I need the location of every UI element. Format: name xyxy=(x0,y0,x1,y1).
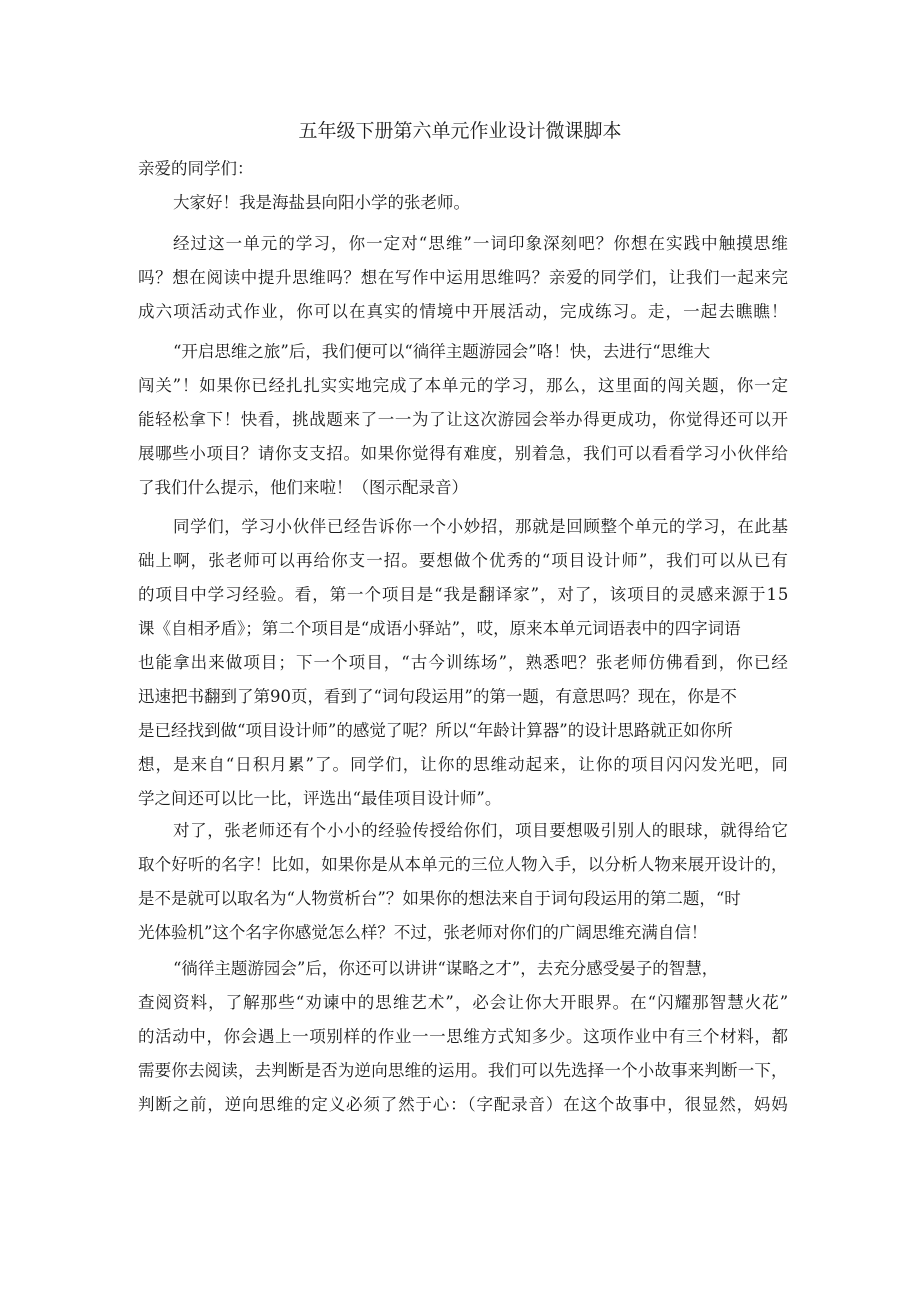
text-line: 迅速把书翻到了第90页，看到了“词句段运用”的第一题，有意思吗？现在，你是不 xyxy=(138,687,737,706)
text-line: “徜徉主题游园会”后，你还可以讲讲“谋略之才”，去充分感受晏子的智慧， xyxy=(173,959,719,978)
text-line: “开启思维之旅”后，我们便可以“徜徉主题游园会”咯！快，去进行“思维大 xyxy=(173,342,711,361)
text-line: 想，是来自“日积月累”了。同学们，让你的思维动起来，让你的项目闪闪发光吧，同 xyxy=(138,755,789,774)
text-line: 课《自相矛盾》；第二个项目是“成语小驿站”，哎，原来本单元词语表中的四字词语 xyxy=(138,619,741,638)
text-line: 也能拿出来做项目；下一个项目，“古今训练场”，熟悉吧？张老师仿佛看到，你已经 xyxy=(138,653,789,672)
text-line: 吗？想在阅读中提升思维吗？想在写作中运用思维吗？亲爱的同学们，让我们一起来完 xyxy=(138,268,789,287)
text-line: 展哪些小项目？请你支支招。如果你觉得有难度，别着急，我们可以看看学习小伙伴给 xyxy=(138,444,789,463)
text-line: 对了，张老师还有个小小的经验传授给你们，项目要想吸引别人的眼球，就得给它 xyxy=(173,821,789,840)
text-line: 光体验机”这个名字你感觉怎么样？不过，张老师对你们的广阔思维充满自信！ xyxy=(138,923,708,942)
document-title: 五年级下册第六单元作业设计微课脚本 xyxy=(298,120,622,142)
text-line: 闯关”！如果你已经扎扎实实地完成了本单元的学习，那么，这里面的闯关题，你一定 xyxy=(138,376,789,395)
text-line: 的活动中，你会遇上一项别样的作业一一思维方式知多少。这项作业中有三个材料，都 xyxy=(138,1027,789,1046)
salutation: 亲爱的同学们： xyxy=(138,159,254,178)
text-line: 查阅资料，了解那些“劝谏中的思维艺术”，必会让你大开眼界。在“闪耀那智慧火花” xyxy=(138,993,790,1012)
text-line: 同学们，学习小伙伴已经告诉你一个小妙招，那就是回顾整个单元的学习，在此基 xyxy=(173,517,789,536)
text-line: 经过这一单元的学习，你一定对“思维”一词印象深刻吧？你想在实践中触摸思维 xyxy=(173,234,789,253)
text-line: 础上啊，张老师可以再给你支一招。要想做个优秀的“项目设计师”，我们可以从已有 xyxy=(138,551,789,570)
text-line: 学之间还可以比一比，评选出“最佳项目设计师”。 xyxy=(138,789,502,808)
text-line: 需要你去阅读，去判断是否为逆向思维的运用。我们可以先选择一个小故事来判断一下， xyxy=(138,1061,788,1080)
text-line: 能轻松拿下！快看，挑战题来了一一为了让这次游园会举办得更成功，你觉得还可以开 xyxy=(138,410,789,429)
text-line: 是已经找到做“项目设计师”的感觉了呢？所以“年龄计算器”的设计思路就正如你所 xyxy=(138,721,733,740)
text-line: 是不是就可以取名为“人物赏析台”？如果你的想法来自于词句段运用的第二题，“时 xyxy=(138,889,741,908)
text-line: 大家好！我是海盐县向阳小学的张老师。 xyxy=(173,193,470,212)
text-line: 判断之前，逆向思维的定义必须了然于心：（字配录音）在这个故事中，很显然，妈妈 xyxy=(138,1095,789,1114)
text-line: 取个好听的名字！比如，如果你是从本单元的三位人物入手，以分析人物来展开设计的， xyxy=(138,855,788,874)
text-line: 的项目中学习经验。看，第一个项目是“我是翻译家”，对了，该项目的灵感来源于15 xyxy=(138,585,790,604)
text-line: 了我们什么提示，他们来啦！（图示配录音） xyxy=(138,478,468,497)
text-line: 成六项活动式作业，你可以在真实的情境中开展活动，完成练习。走，一起去瞧瞧！ xyxy=(138,302,789,321)
